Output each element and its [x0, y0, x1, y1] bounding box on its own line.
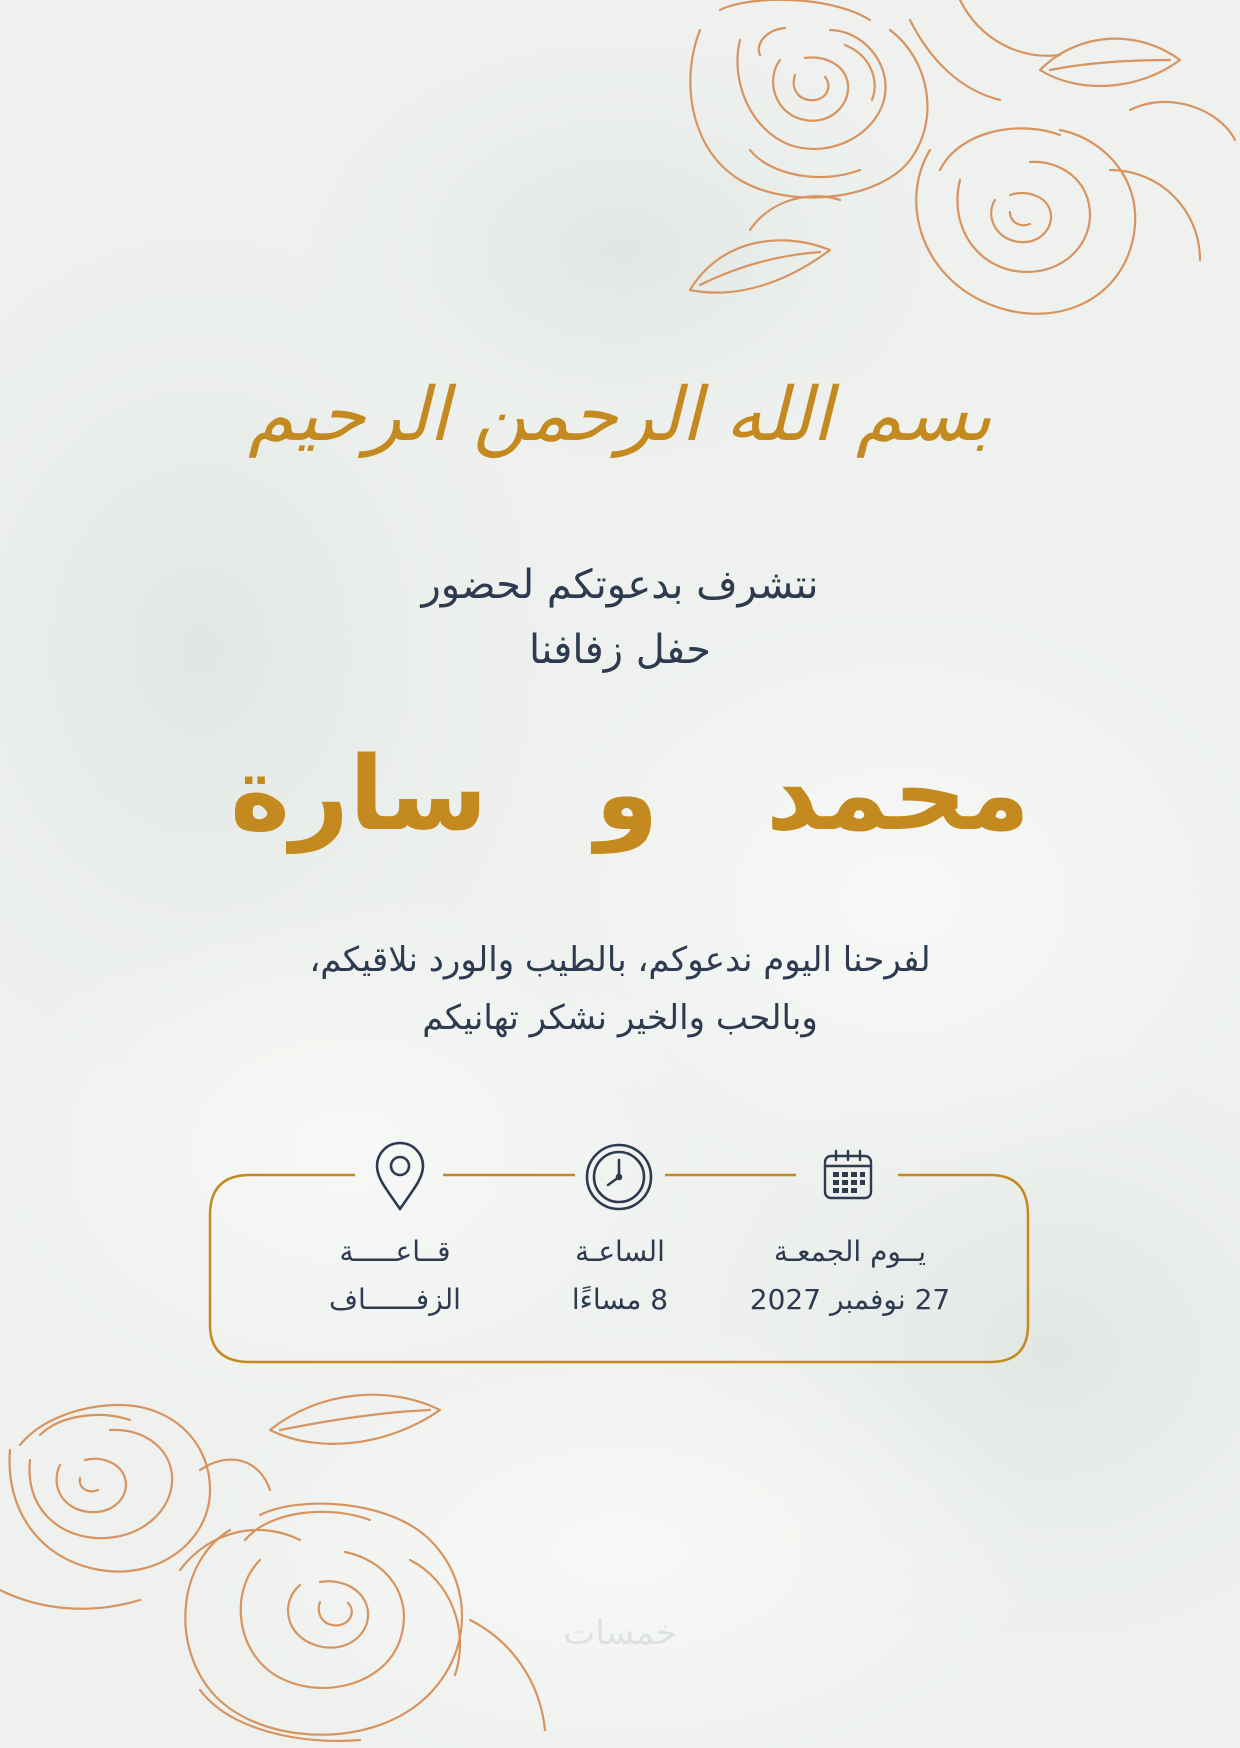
detail-time-label: الساعـة	[575, 1235, 665, 1268]
calendar-icon	[816, 1143, 880, 1207]
groom-name: محمد	[766, 735, 1030, 854]
clock-icon	[582, 1140, 656, 1214]
basmala-calligraphy: بسم الله الرحمن الرحيم	[248, 372, 992, 458]
message-line-2: وبالحب والخير نشكر تهانيكم	[422, 998, 818, 1038]
conjunction: و	[595, 735, 659, 854]
message-line-1: لفرحنا اليوم ندعوكم، بالطيب والورد نلاقيكم،	[309, 940, 931, 980]
detail-venue-value: الزفــــــاف	[329, 1283, 461, 1316]
invitation-line-1: نتشرف بدعوتكم لحضور	[421, 562, 819, 608]
location-pin-icon	[368, 1140, 432, 1214]
watermark-logo: خمسات	[563, 1613, 677, 1653]
bride-name: سارة	[230, 735, 488, 854]
detail-date-label: يــوم الجمعـة	[773, 1235, 927, 1268]
detail-time-value: 8 مساءًا	[571, 1283, 669, 1316]
invitation-line-2: حفل زفافنا	[529, 627, 711, 673]
detail-venue-label: قــاعـــــة	[339, 1235, 451, 1268]
detail-date-value: 27 نوفمبر 2027	[749, 1283, 951, 1316]
